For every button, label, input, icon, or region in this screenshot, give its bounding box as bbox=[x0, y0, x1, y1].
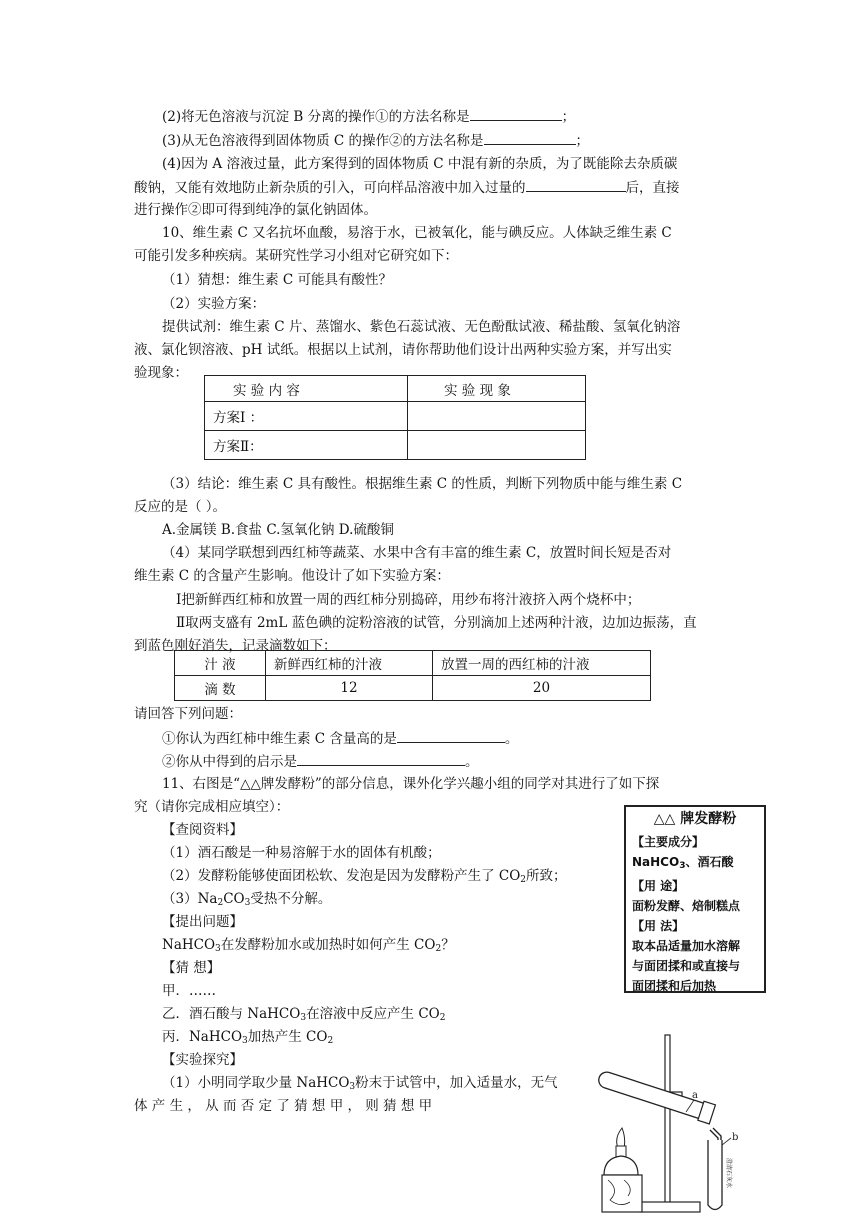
q10-part4-2: 维生素 C 的含量产生影响。他设计了如下实验方案： bbox=[134, 568, 450, 584]
drops-table bbox=[174, 650, 651, 701]
q11-heading-question: 【提出问题】 bbox=[162, 914, 243, 930]
q10-answer-1: ①你认为西红柿中维生素 C 含量高的是 。 bbox=[162, 731, 519, 747]
label-b: b bbox=[732, 1132, 739, 1143]
drops-week-value: 20 bbox=[433, 676, 651, 701]
label-use: 面粉发酵、焙制糕点 bbox=[632, 899, 741, 913]
wooden-block bbox=[602, 1175, 642, 1212]
drops-table-head-week: 放置一周的西红柿的汁液 bbox=[433, 651, 651, 676]
alcohol-lamp bbox=[604, 1146, 638, 1175]
q11-ref-2: （2）发酵粉能够使面团松软、发泡是因为发酵粉产生了 $CO_2$所致； bbox=[162, 868, 567, 885]
q10-reagents-3: 验现象： bbox=[134, 365, 188, 381]
q10-step-2: Ⅱ取两支盛有 2mL 蓝色碘的淀粉溶液的试管，分别滴加上述两种汁液，边加边振荡，直 bbox=[176, 615, 697, 631]
q9-line-4: (4)因为 A 溶液过量，此方案得到的固体物质 C 中混有新的杂质，为了既能除去杂质碳 bbox=[162, 156, 678, 172]
q9-line-4c: 进行操作②即可得到纯净的氯化钠固体。 bbox=[134, 202, 377, 218]
q9-line-3: (3)从无色溶液得到固体物质 C 的操作②的方法名称是 ； bbox=[162, 133, 590, 149]
plan-2-answer-cell[interactable] bbox=[408, 431, 586, 460]
drops-table-head-fresh: 新鲜西红柿的汁液 bbox=[266, 651, 433, 676]
label-key-ingredients: 【主要成分】 bbox=[632, 835, 705, 849]
label-method-3: 面团揉和后加热 bbox=[632, 979, 717, 993]
label-ingredients: NaHCO$_3$、酒石酸 bbox=[632, 855, 734, 871]
q10-intro-1: 10、维生素 C 又名抗坏血酸，易溶于水，已被氧化，能与碘反应。人体缺乏维生素 C bbox=[162, 225, 672, 241]
q11-exp-2: 体 产 生 ， 从 而 否 定 了 猜 想 甲 ， 则 猜 想 甲 bbox=[134, 1098, 433, 1114]
q10-conclusion-1: （3）结论：维生素 C 具有酸性。根据维生素 C 的性质，判断下列物质中能与维生素 C bbox=[162, 476, 683, 492]
iron-stand-rod bbox=[665, 1035, 670, 1205]
q10-part4-1: （4）某同学联想到西红柿等蔬菜、水果中含有丰富的维生素 C，放置时间长短是否对 bbox=[162, 545, 672, 561]
label-a: a bbox=[692, 1090, 698, 1101]
drops-table-row-label: 滴 数 bbox=[175, 676, 266, 701]
receiving-tube bbox=[708, 1140, 733, 1210]
baking-powder-label bbox=[624, 805, 766, 993]
label-key-method: 【用 法】 bbox=[632, 919, 685, 933]
q10-reagents-1: 提供试剂：维生素 C 片、蒸馏水、紫色石蕊试液、无色酚酞试液、稀盐酸、氢氧化钠溶 bbox=[162, 319, 681, 335]
label-method-1: 取本品适量加水溶解 bbox=[632, 939, 741, 953]
q11-question: NaHCO$_3$在发酵粉加水或加热时如何产生 $CO_2$？ bbox=[162, 937, 455, 954]
q11-exp-1: （1）小明同学取少量 NaHCO$_3$粉末于试管中，加入适量水，无气 bbox=[162, 1075, 558, 1092]
label-method-2: 与面团揉和或直接与 bbox=[632, 959, 741, 973]
plan-2-label: 方案Ⅱ： bbox=[205, 431, 408, 460]
q10-guess: （1）猜想：维生素 C 可能具有酸性？ bbox=[162, 272, 393, 288]
label-title: △△ 牌发酵粉 bbox=[653, 811, 737, 827]
q10-ask: 请回答下列问题： bbox=[134, 706, 242, 722]
experiment-plan-table bbox=[204, 375, 586, 460]
table-header-phenomenon: 实 验 现 象 bbox=[408, 376, 586, 402]
q9-line-4b: 酸钠，又能有效地防止新杂质的引入，可向样品溶液中加入过量的 后，直接 bbox=[134, 180, 680, 196]
q11-heading-experiment: 【实验探究】 bbox=[162, 1052, 243, 1068]
table-header-content: 实 验 内 容 bbox=[205, 376, 408, 402]
q10-options: A.金属镁 B.食盐 C.氢氧化钠 D.硫酸铜 bbox=[162, 522, 394, 538]
q11-intro-2: 究（请你完成相应填空）： bbox=[134, 799, 290, 815]
heating-apparatus-diagram bbox=[590, 1030, 760, 1216]
q11-guess-jia: 甲．…… bbox=[162, 983, 216, 999]
q10-intro-2: 可能引发多种疾病。某研究性学习小组对它研究如下： bbox=[134, 248, 458, 264]
q10-answer-2: ②你从中得到的启示是 。 bbox=[162, 754, 479, 770]
plan-1-label: 方案Ⅰ ： bbox=[205, 402, 408, 431]
drops-fresh-value: 12 bbox=[266, 676, 433, 701]
q10-step-1: Ⅰ把新鲜西红柿和放置一周的西红柿分别捣碎，用纱布将汁液挤入两个烧杯中； bbox=[176, 592, 641, 608]
q11-intro-1: 11、右图是“△△牌发酵粉”的部分信息，课外化学兴趣小组的同学对其进行了如下探 bbox=[162, 776, 660, 792]
q11-heading-reference: 【查阅资料】 bbox=[162, 822, 243, 838]
q11-heading-guess: 【猜 想】 bbox=[162, 960, 221, 976]
q11-ref-1: （1）酒石酸是一种易溶解于水的固体有机酸； bbox=[162, 845, 441, 861]
q9-line-2: (2)将无色溶液与沉淀 B 分离的操作①的方法名称是 ； bbox=[162, 109, 576, 125]
q11-guess-yi: 乙．酒石酸与 NaHCO$_3$在溶液中反应产生 $CO_2$ bbox=[162, 1006, 446, 1023]
plan-1-answer-cell[interactable] bbox=[408, 402, 586, 431]
limewater-label: 澄清石灰水 bbox=[725, 1158, 732, 1189]
q11-guess-bing: 丙．NaHCO$_3$加热产生 $CO_2$ bbox=[162, 1029, 334, 1046]
q10-plan: （2）实验方案： bbox=[162, 296, 266, 312]
q11-ref-3: $(3)Na_2CO_3$受热不分解。 bbox=[162, 891, 332, 908]
flame bbox=[617, 1128, 625, 1148]
q10-conclusion-2: 反应的是（ ）。 bbox=[134, 499, 227, 515]
q10-reagents-2: 液、氯化钡溶液、pH 试纸。根据以上试剂，请你帮助他们设计出两种实验方案，并写出实 bbox=[134, 342, 672, 358]
label-key-use: 【用 途】 bbox=[632, 879, 685, 893]
q10-step-2b: 到蓝色刚好消失，记录滴数如下： bbox=[134, 638, 337, 654]
drops-table-head-label: 汁 液 bbox=[175, 651, 266, 676]
iron-stand-base bbox=[640, 1202, 700, 1212]
